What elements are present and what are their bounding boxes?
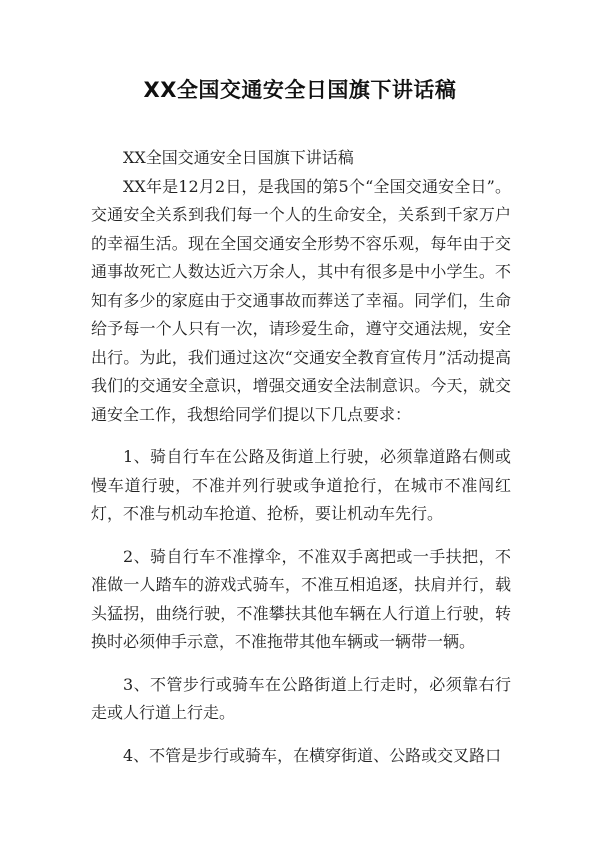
- document-title: XX全国交通安全日国旗下讲话稿: [143, 78, 457, 102]
- document-body: [91, 144, 511, 770]
- body-paragraph-intro: XX年是12月2日，是我国的第5个“全国交通安全日”。交通安全关系到我们每一个人的生命安全，关系到千家万户的幸福生活。现在全国交通安全形势不容乐观，每年由于交通事故死亡人数达近六万余人，其中有很多是中小学生。不知有多少的家庭由于交通事故而葬送了幸福。同学们，生命给予每一个人只有一次，请珍爱生命，遵守交通法规，安全出行。为此，我们通过这次“交通安全教育宣传月”活动提高我们的交通安全意识，增强交通安全法制意识。今天，就交通安全工作，我想给同学们提以下几点要求：: [91, 176, 511, 424]
- body-paragraph-subtitle: XX全国交通安全日国旗下讲话稿: [123, 148, 354, 167]
- body-paragraph-rule-2: 2、骑自行车不准撑伞，不准双手离把或一手扶把，不准做一人踏车的游戏式骑车，不准互相追逐，扶肩并行，载头猛拐，曲绕行驶，不准攀扶其他车辆在人行道上行驶，转换时必须伸手示意，不准拖带其他车辆或一辆带一辆。: [91, 546, 511, 651]
- body-paragraph-rule-1: 1、骑自行车在公路及街道上行驶，必须靠道路右侧或慢车道行驶，不准并列行驶或争道抢行，在城市不准闯红灯，不准与机动车抢道、抢桥，要让机动车先行。: [91, 447, 511, 523]
- body-paragraph-rule-3: 3、不管步行或骑车在公路街道上行走时，必须靠右行走或人行道上行走。: [91, 674, 511, 722]
- body-paragraph-rule-4: 4、不管是步行或骑车，在横穿街道、公路或交叉路口: [123, 745, 502, 765]
